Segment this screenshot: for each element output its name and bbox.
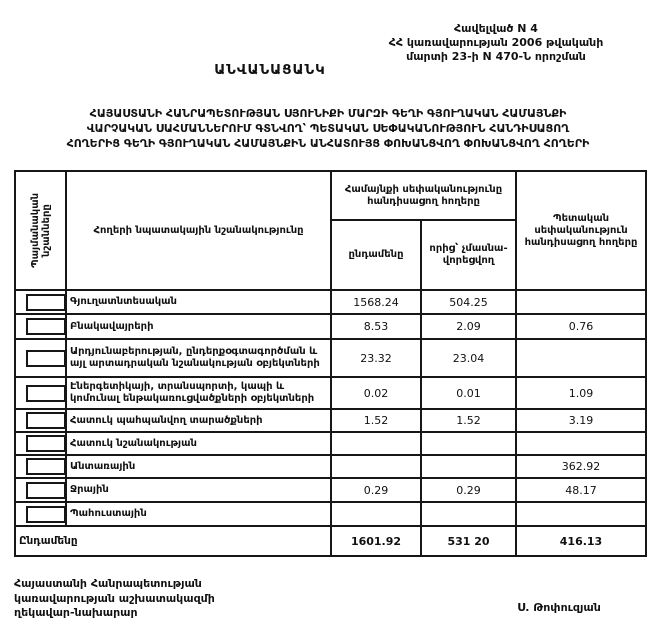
table-row [15, 339, 646, 377]
signatory-title-line-3: ղեկավար-նախարար [14, 606, 138, 619]
symbol-cell [15, 502, 66, 526]
value-non-privatized: 504.25 [421, 290, 516, 314]
legend-swatch [26, 482, 66, 499]
row-label: Պահուստային [66, 502, 331, 526]
value-community-total: 0.29 [331, 478, 421, 502]
value-non-privatized [421, 432, 516, 455]
value-non-privatized: 1.52 [421, 409, 516, 432]
page-title: ԱՆՎԱՆԱՑԱՆԿ [214, 62, 326, 78]
row-label: Էներգետիկայի, տրանսպորտի, կապի և կոմունալ ենթակառուցվածքների օբյեկտների [66, 377, 331, 409]
value-state [516, 339, 646, 377]
table-row [15, 502, 646, 526]
symbol-cell [15, 455, 66, 478]
total-state: 416.13 [516, 526, 646, 556]
row-label: Արդյունաբերության, ընդերքօգտագործման և այլ արտադրական նշանակության օբյեկտների [66, 339, 331, 377]
table-row [15, 314, 646, 339]
table-row [15, 432, 646, 455]
appendix-line-2: ՀՀ կառավարության 2006 թվականի [388, 36, 604, 49]
value-state: 48.17 [516, 478, 646, 502]
legend-swatch [26, 350, 66, 367]
value-non-privatized: 23.04 [421, 339, 516, 377]
header-conventional-signs-label: Պայմանական նշանները [29, 193, 52, 268]
appendix-line-1: Հավելված N 4 [454, 22, 538, 35]
row-label: Բնակավայրերի [66, 314, 331, 339]
row-label: Հատուկ նշանակության [66, 432, 331, 455]
table-row [15, 409, 646, 432]
value-state [516, 290, 646, 314]
header-state-lands: Պետական սեփականություն հանդիսացող հողերը [516, 171, 646, 290]
value-community-total [331, 432, 421, 455]
symbol-cell [15, 478, 66, 502]
heading-line-3: ՀՈՂԵՐԻՑ ԳԵՂԻ ԳՅՈՒՂԱԿԱՆ ՀԱՄԱՅՆՔԻՆ ԱՆՀԱՏՈՒՅՑ ՓՈԽԱՆՑՎՈՂ ՓՈԽԱՆՑՎՈՂ ՀՈՂԵՐԻ [66, 137, 590, 150]
land-transfer-table [14, 170, 647, 557]
document-heading [0, 106, 656, 151]
row-label: Գյուղատնտեսական [66, 290, 331, 314]
heading-line-2: ՎԱՐՉԱԿԱՆ ՍԱՀՄԱՆՆԵՐՈՒՄ ԳՏՆՎՈՂ՝ ՊԵՏԱԿԱՆ ՍԵՓԱԿԱՆՈՒԹՅՈՒՆ ՀԱՆԴԻՍԱՑՈՂ [86, 122, 570, 135]
table-total-row [15, 526, 646, 556]
table-row [15, 455, 646, 478]
value-community-total: 23.32 [331, 339, 421, 377]
header-total: ընդամենը [331, 220, 421, 290]
symbol-cell [15, 314, 66, 339]
symbol-cell [15, 377, 66, 409]
value-community-total: 8.53 [331, 314, 421, 339]
value-state: 1.09 [516, 377, 646, 409]
legend-swatch [26, 294, 66, 311]
total-row-label: Ընդամենը [15, 526, 331, 556]
signatory-title-block [14, 577, 215, 621]
row-label: Ջրային [66, 478, 331, 502]
row-label: Հատուկ պահպանվող տարածքների [66, 409, 331, 432]
row-label: Անտառային [66, 455, 331, 478]
value-community-total: 1568.24 [331, 290, 421, 314]
value-state [516, 432, 646, 455]
legend-swatch [26, 435, 66, 452]
header-non-privatized: որից՝ չմասնա-վորեցվող [421, 220, 516, 290]
table-row [15, 478, 646, 502]
value-community-total: 1.52 [331, 409, 421, 432]
symbol-cell [15, 409, 66, 432]
value-state [516, 502, 646, 526]
value-non-privatized: 0.01 [421, 377, 516, 409]
signatory-title-line-1: Հայաստանի Հանրապետության [14, 577, 202, 590]
value-community-total: 0.02 [331, 377, 421, 409]
header-conventional-signs [15, 171, 66, 290]
value-state: 0.76 [516, 314, 646, 339]
signatory-title-line-2: կառավարության աշխատակազմի [14, 591, 215, 605]
table-row [15, 377, 646, 409]
value-state: 362.92 [516, 455, 646, 478]
value-community-total [331, 502, 421, 526]
appendix-line-3: մարտի 23-ի N 470-Ն որոշման [406, 50, 586, 63]
legend-swatch [26, 385, 66, 402]
value-non-privatized: 2.09 [421, 314, 516, 339]
legend-swatch [26, 506, 66, 523]
total-non-privatized: 531 20 [421, 526, 516, 556]
value-non-privatized: 0.29 [421, 478, 516, 502]
symbol-cell [15, 290, 66, 314]
heading-line-1: ՀԱՅԱՍՏԱՆԻ ՀԱՆՐԱՊԵՏՈՒԹՅԱՆ ՍՅՈՒՆԻՔԻ ՄԱՐԶԻ ԳԵՂԻ ԳՅՈՒՂԱԿԱՆ ՀԱՄԱՅՆՔԻ [89, 107, 567, 120]
appendix-reference [340, 22, 652, 64]
header-land-purpose: Հողերի նպատակային նշանակությունը [66, 171, 331, 290]
legend-swatch [26, 458, 66, 475]
value-non-privatized [421, 502, 516, 526]
total-community: 1601.92 [331, 526, 421, 556]
legend-swatch [26, 412, 66, 429]
value-state: 3.19 [516, 409, 646, 432]
symbol-cell [15, 432, 66, 455]
header-community-lands: Համայնքի սեփականությունը հանդիսացող հողերը [331, 171, 516, 220]
legend-swatch [26, 318, 66, 335]
value-non-privatized [421, 455, 516, 478]
symbol-cell [15, 339, 66, 377]
signatory-name: Ս. Թոփուզյան [517, 601, 601, 614]
value-community-total [331, 455, 421, 478]
table-row [15, 290, 646, 314]
